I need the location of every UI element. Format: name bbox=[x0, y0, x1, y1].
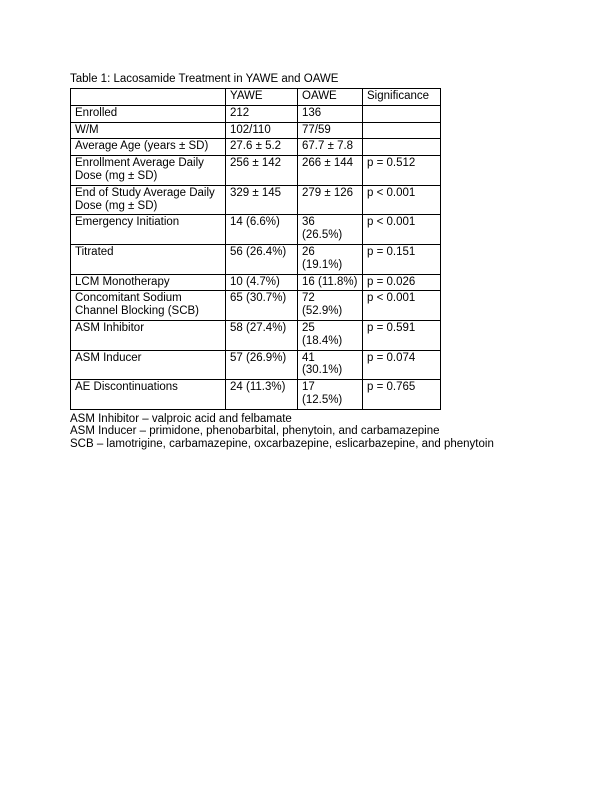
cell-oawe: 77/59 bbox=[298, 122, 363, 139]
cell-oawe: 17 (12.5%) bbox=[298, 380, 363, 410]
cell-oawe: 16 (11.8%) bbox=[298, 274, 363, 291]
cell-yawe: 212 bbox=[226, 105, 298, 122]
header-cell-empty bbox=[71, 89, 226, 106]
cell-significance: p = 0.765 bbox=[363, 380, 441, 410]
table-row bbox=[71, 185, 441, 215]
table-row bbox=[71, 291, 441, 321]
cell-yawe: 10 (4.7%) bbox=[226, 274, 298, 291]
cell-yawe: 57 (26.9%) bbox=[226, 350, 298, 380]
cell-significance: p = 0.074 bbox=[363, 350, 441, 380]
table-row bbox=[71, 350, 441, 380]
cell-label: AE Discontinuations bbox=[71, 380, 226, 410]
cell-label: Enrollment Average Daily Dose (mg ± SD) bbox=[71, 156, 226, 186]
cell-significance: p = 0.512 bbox=[363, 156, 441, 186]
cell-yawe: 256 ± 142 bbox=[226, 156, 298, 186]
cell-significance: p = 0.151 bbox=[363, 244, 441, 274]
cell-label: LCM Monotherapy bbox=[71, 274, 226, 291]
table-footnotes bbox=[70, 413, 494, 451]
cell-yawe: 27.6 ± 5.2 bbox=[226, 139, 298, 156]
cell-oawe: 266 ± 144 bbox=[298, 156, 363, 186]
cell-oawe: 41 (30.1%) bbox=[298, 350, 363, 380]
cell-oawe: 67.7 ± 7.8 bbox=[298, 139, 363, 156]
cell-oawe: 36 (26.5%) bbox=[298, 215, 363, 245]
cell-oawe: 25 (18.4%) bbox=[298, 320, 363, 350]
cell-label: ASM Inducer bbox=[71, 350, 226, 380]
cell-yawe: 24 (11.3%) bbox=[226, 380, 298, 410]
cell-oawe: 279 ± 126 bbox=[298, 185, 363, 215]
header-cell-oawe: OAWE bbox=[298, 89, 363, 106]
cell-yawe: 65 (30.7%) bbox=[226, 291, 298, 321]
cell-label: Concomitant Sodium Channel Blocking (SCB) bbox=[71, 291, 226, 321]
cell-yawe: 56 (26.4%) bbox=[226, 244, 298, 274]
cell-label: W/M bbox=[71, 122, 226, 139]
cell-significance bbox=[363, 122, 441, 139]
lacosamide-treatment-table bbox=[70, 88, 441, 410]
cell-significance: p = 0.026 bbox=[363, 274, 441, 291]
table-row bbox=[71, 380, 441, 410]
header-cell-yawe: YAWE bbox=[226, 89, 298, 106]
table-row bbox=[71, 274, 441, 291]
cell-yawe: 58 (27.4%) bbox=[226, 320, 298, 350]
cell-yawe: 329 ± 145 bbox=[226, 185, 298, 215]
footnote-asm-inducer: ASM Inducer – primidone, phenobarbital, phenytoin, and carbamazepine bbox=[70, 425, 440, 438]
table-row bbox=[71, 122, 441, 139]
cell-label: Enrolled bbox=[71, 105, 226, 122]
cell-oawe: 26 (19.1%) bbox=[298, 244, 363, 274]
cell-oawe: 136 bbox=[298, 105, 363, 122]
table-row bbox=[71, 320, 441, 350]
table-row bbox=[71, 139, 441, 156]
table-header-row bbox=[71, 89, 441, 106]
cell-label: End of Study Average Daily Dose (mg ± SD) bbox=[71, 185, 226, 215]
cell-yawe: 14 (6.6%) bbox=[226, 215, 298, 245]
table-body bbox=[71, 105, 441, 409]
document-content bbox=[70, 73, 494, 451]
cell-label: Titrated bbox=[71, 244, 226, 274]
cell-label: Emergency Initiation bbox=[71, 215, 226, 245]
cell-label: ASM Inhibitor bbox=[71, 320, 226, 350]
cell-significance: p < 0.001 bbox=[363, 185, 441, 215]
cell-significance: p < 0.001 bbox=[363, 291, 441, 321]
cell-significance: p < 0.001 bbox=[363, 215, 441, 245]
footnote-asm-inhibitor: ASM Inhibitor – valproic acid and felbamate bbox=[70, 412, 292, 425]
cell-yawe: 102/110 bbox=[226, 122, 298, 139]
table-row bbox=[71, 244, 441, 274]
table-row bbox=[71, 156, 441, 186]
header-cell-significance: Significance bbox=[363, 89, 441, 106]
table-row bbox=[71, 215, 441, 245]
cell-significance bbox=[363, 105, 441, 122]
cell-significance bbox=[363, 139, 441, 156]
table-title: Table 1: Lacosamide Treatment in YAWE and OAWE bbox=[70, 73, 339, 85]
cell-significance: p = 0.591 bbox=[363, 320, 441, 350]
cell-label: Average Age (years ± SD) bbox=[71, 139, 226, 156]
cell-oawe: 72 (52.9%) bbox=[298, 291, 363, 321]
footnote-scb: SCB – lamotrigine, carbamazepine, oxcarbazepine, eslicarbazepine, and phenytoin bbox=[70, 437, 494, 450]
table-row bbox=[71, 105, 441, 122]
